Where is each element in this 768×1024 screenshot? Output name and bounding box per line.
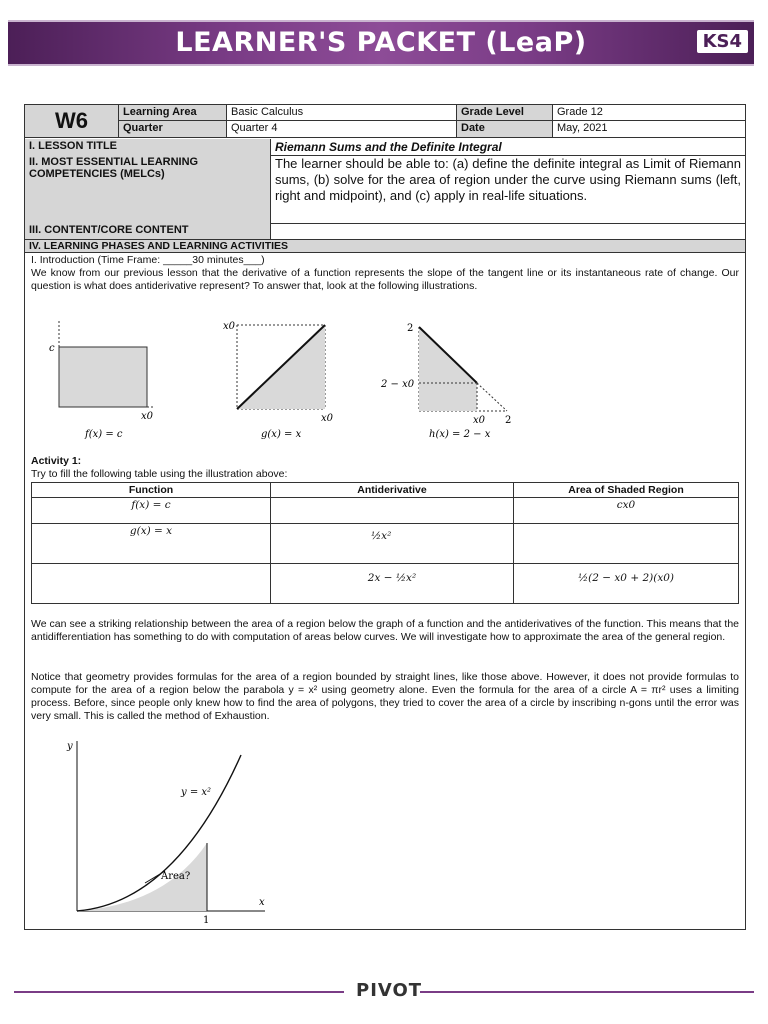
x-label: x0: [473, 415, 486, 426]
learning-area-value: Basic Calculus: [227, 105, 457, 121]
lesson-title-value: Riemann Sums and the Definite Integral: [275, 140, 502, 154]
table-row: [32, 564, 739, 604]
content-value: [271, 223, 745, 239]
function-cell: f(x) = c: [32, 498, 271, 524]
melc-row: [25, 155, 745, 224]
figure-linear: [223, 321, 334, 440]
quarter-value: Quarter 4: [227, 121, 457, 137]
col-function: Function: [32, 483, 271, 498]
figure-constant: [49, 321, 154, 440]
body-paragraph-1: We can see a striking relationship between the area of a region below the graph of a function and the antiderivatives of the function. This means that the antidifferentiation has something to do with computation of areas below curves. We will investigate how to approximate the area of the general region.: [31, 618, 739, 643]
table-row: [32, 524, 739, 564]
learning-area-label: Learning Area: [119, 105, 227, 121]
antiderivative-cell: 2x − ½x²: [271, 564, 514, 604]
melc-value: The learner should be able to: (a) define the definite integral as Limit of Riemann sums, (b) solve for the area of region under the curve using Riemann sums (left, right and midpoint), and (c) apply in real-life situations.: [275, 156, 741, 203]
phases-label: IV. LEARNING PHASES AND LEARNING ACTIVITIES: [25, 240, 745, 253]
col-area: Area of Shaded Region: [514, 483, 739, 498]
activity-instruction: Try to fill the following table using the illustration above:: [31, 468, 288, 480]
melc-label: II. MOST ESSENTIAL LEARNING COMPETENCIES (MELCs): [25, 155, 271, 223]
pivot-logo: PIVOT: [356, 980, 423, 1001]
ks-badge: KS4: [697, 30, 748, 53]
content-label: III. CONTENT/CORE CONTENT: [25, 223, 271, 239]
footer-line-left: [14, 991, 344, 993]
figure-decreasing: [380, 323, 511, 440]
body-paragraph-2: Notice that geometry provides formulas for the area of a region bounded by straight lines, like those above. However, it does not provide formulas to compute for the area of a region below the parabola y = x² using geometry alone. Even the formula for the area of a circle A = πr² uses a limiting process. Before, since people only knew how to find the area of polygons, they tried to cover the area of a circle by inscribing n-gons until the error was very small. This is called the method of Exhaustion.: [31, 671, 739, 722]
function-cell[interactable]: [32, 564, 271, 604]
y-label: x0: [223, 321, 236, 332]
x-end-label: 2: [505, 415, 512, 426]
caption: g(x) = x: [261, 429, 302, 440]
parabola-figure: [65, 735, 285, 925]
footer-line-right: [420, 991, 754, 993]
lesson-frame: [24, 104, 746, 930]
header-banner: [8, 20, 754, 66]
week-label: W6: [25, 105, 119, 137]
shaded-trapezoid: [419, 327, 477, 411]
area-label: Area?: [161, 871, 191, 882]
x-label: x0: [141, 411, 154, 422]
intro-heading: I. Introduction (Time Frame: _____30 minutes___): [31, 254, 265, 266]
shaded-rectangle: [59, 347, 147, 407]
lesson-title-row: [25, 139, 745, 156]
content-row: [25, 223, 745, 240]
y-axis-label: y: [67, 741, 73, 752]
date-value: May, 2021: [557, 122, 608, 134]
x-axis-label: x: [259, 897, 265, 908]
info-block: [25, 105, 745, 138]
x-label: x0: [321, 413, 334, 424]
function-cell: g(x) = x: [32, 524, 271, 564]
date-label: Date: [457, 121, 553, 137]
curve-label: y = x²: [181, 787, 212, 798]
y-label: c: [49, 343, 55, 354]
lesson-title-label: I. LESSON TITLE: [25, 139, 271, 155]
parabola-curve: [77, 755, 241, 911]
activity-table: [31, 482, 739, 604]
area-cell[interactable]: [514, 524, 739, 564]
quarter-label: Quarter: [119, 121, 227, 137]
table-row: [32, 498, 739, 524]
area-cell: cx0: [514, 498, 739, 524]
grade-level-label: Grade Level: [457, 105, 553, 121]
activity-title: Activity 1:: [31, 455, 82, 467]
packet-title: LEARNER'S PACKET (LeaP): [175, 27, 587, 58]
col-antiderivative: Antiderivative: [271, 483, 514, 498]
y-top-label: 2: [407, 323, 414, 334]
illustrations: [25, 301, 745, 441]
antiderivative-cell[interactable]: [271, 498, 514, 524]
caption: h(x) = 2 − x: [429, 429, 491, 440]
dash-line: [477, 383, 507, 411]
y-mid-label: 2 − x0: [381, 379, 415, 390]
grade-level-value: Grade 12: [553, 105, 745, 121]
antiderivative-cell: ½x²: [271, 524, 514, 564]
x-tick-label: 1: [203, 915, 210, 925]
intro-text: We know from our previous lesson that the derivative of a function represents the slope of the tangent line or its instantaneous rate of change. Our question is what does antiderivative represent? To answer that, look at the following illustrations.: [31, 267, 739, 292]
caption: f(x) = c: [85, 429, 123, 440]
area-cell: ½(2 − x0 + 2)(x0): [514, 564, 739, 604]
